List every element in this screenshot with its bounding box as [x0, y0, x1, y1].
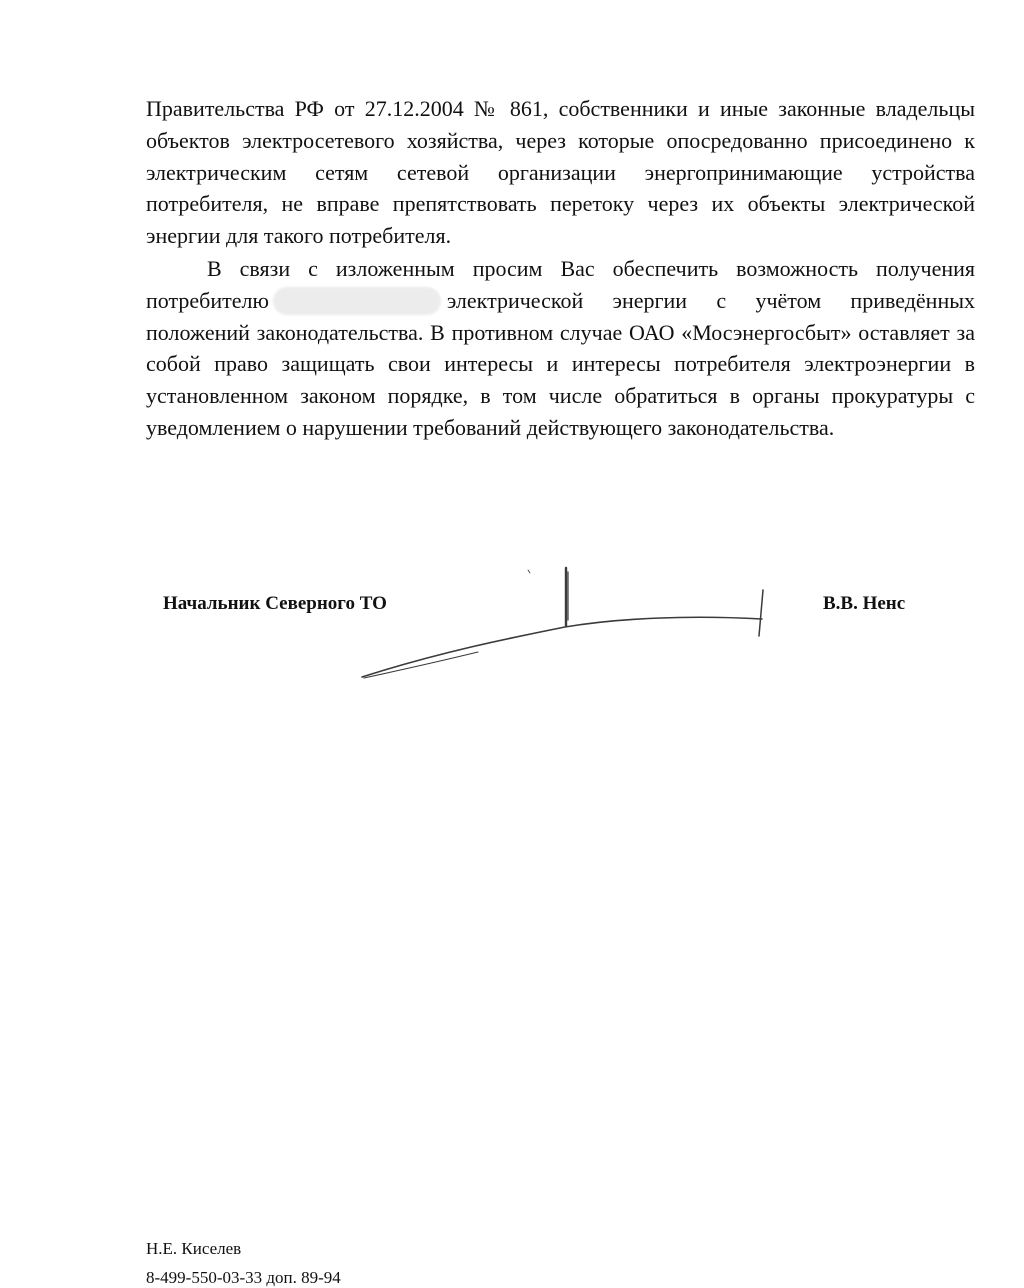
executor-name: Н.Е. Киселев — [146, 1239, 242, 1258]
paragraph-legal-basis: Правительства РФ от 27.12.2004 № 861, собственники и иные законные владельцы объектов электросетевого хозяйства, через которые опосредованно присоединено к электрическим сетям сетевой организации энергопринимающие устройства потребителя, не вправе препятствовать перетоку через их объекты электрической энергии для такого потребителя. — [146, 96, 975, 249]
paragraph-request-end: электрической энергии с учётом приведённых положений законодательства. В противном случае ОАО «Мосэнергосбыт» оставляет за собой право защищать свои интересы и интересы потребителя электроэнергии в установленном законом порядке, в том числе обратиться в органы прокуратуры с уведомлением о нарушении требований действующего законодательства. — [146, 287, 975, 440]
redacted-consumer-name — [273, 287, 441, 315]
paragraph-request-start: В связи с изложенным просим Вас обеспечить возможность получения потребителю — [146, 256, 975, 313]
executor-phone: 8-499-550-03-33 доп. 89-94 — [146, 1268, 341, 1287]
signer-name: В.В. Ненс — [823, 593, 906, 614]
paragraph-request — [146, 253, 975, 444]
handwritten-signature — [350, 560, 780, 690]
signer-position: Начальник Северного ТО — [163, 593, 387, 614]
